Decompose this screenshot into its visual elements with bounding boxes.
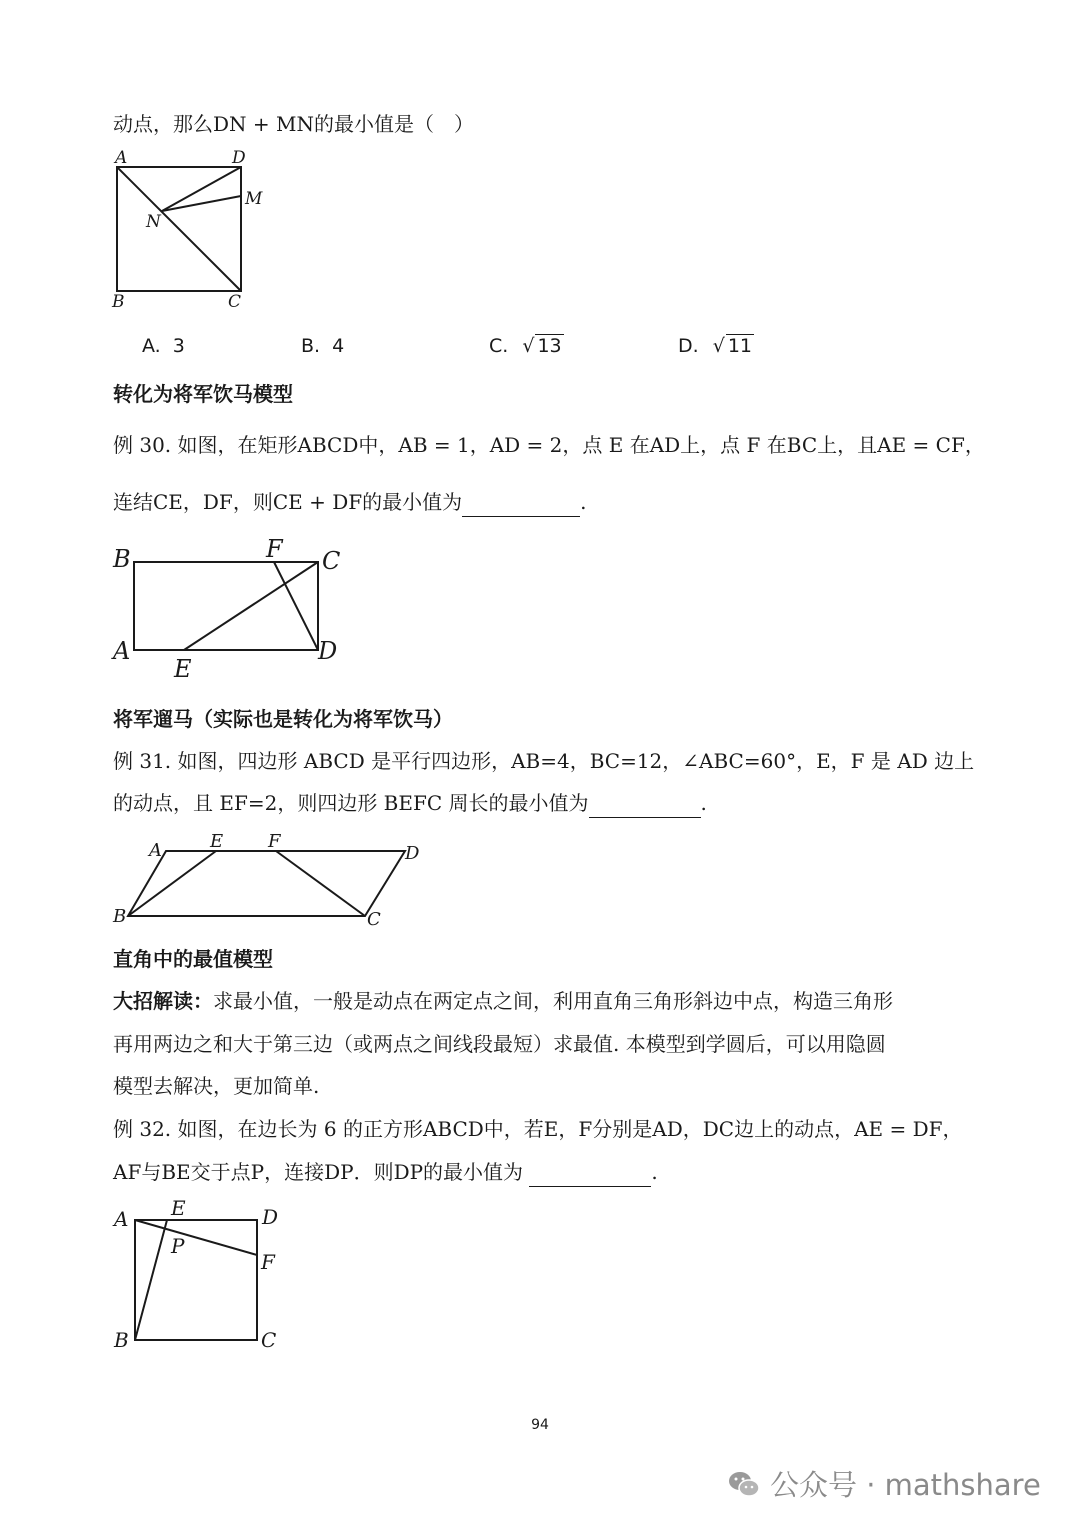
- ex31-label-a: A: [149, 840, 162, 861]
- option-letter: D.: [678, 335, 699, 357]
- ex30-label-d: D: [318, 637, 338, 665]
- ex32-label-d: D: [262, 1205, 279, 1229]
- page-number: 94: [531, 1417, 549, 1433]
- ex32-label-c: C: [261, 1328, 277, 1352]
- ex31-label-d: D: [405, 843, 420, 864]
- sqrt-icon: √: [712, 335, 725, 357]
- ex31-line2-text: 的动点，且 EF=2，则四边形 BEFC 周长的最小值为: [113, 791, 589, 815]
- ex30-label-e: E: [174, 655, 192, 683]
- ex32-label-b: B: [114, 1328, 129, 1352]
- ex32-segment-af: [135, 1220, 257, 1255]
- q29-label-a: A: [115, 148, 128, 168]
- tip-line2: 再用两边之和大于第三边（或两点之间线段最短）求最值. 本模型到学圆后，可以用隐圆: [113, 1032, 886, 1056]
- ex32-line2: [113, 1158, 658, 1187]
- option-value: 13: [537, 335, 562, 357]
- ex30-line1: 例 30. 如图，在矩形ABCD中，AB = 1，AD = 2，点 E 在AD上，点 F 在BC上，且AE = CF，: [113, 433, 985, 457]
- ex32-figure-square: [108, 1195, 308, 1355]
- ex31-label-c: C: [367, 909, 381, 930]
- ex31-line2: [113, 789, 707, 818]
- ex31-segment-be: [128, 851, 216, 916]
- option-value: 4: [332, 335, 345, 357]
- q29-label-n: N: [146, 212, 161, 232]
- q29-option-d: [678, 332, 754, 360]
- ex30-line2: [113, 488, 586, 517]
- ex31-segment-fc: [276, 851, 365, 916]
- ex30-label-f: F: [266, 535, 283, 563]
- ex30-label-c: C: [322, 547, 341, 575]
- q29-label-c: C: [228, 292, 242, 312]
- answer-blank: [462, 488, 580, 517]
- tip-line1: [113, 987, 893, 1015]
- ex30-segment-ce: [184, 562, 318, 650]
- q29-stem-end: 动点，那么DN + MN的最小值是（ ）: [113, 112, 474, 136]
- ex30-label-a: A: [113, 637, 131, 665]
- option-value: 11: [727, 335, 753, 357]
- ex32-label-a: A: [114, 1207, 129, 1231]
- wechat-icon: [726, 1466, 762, 1502]
- answer-blank: [589, 789, 701, 818]
- ex30-line2-end: .: [580, 490, 587, 514]
- ex32-label-f: F: [261, 1250, 275, 1274]
- ex31-figure-parallelogram: [108, 830, 438, 930]
- ex30-segment-df: [274, 562, 318, 650]
- ex31-label-f: F: [268, 831, 281, 852]
- ex32-line2-text: AF与BE交于点P，连接DP．则DP的最小值为: [113, 1160, 524, 1184]
- section-title-2: 将军遛马（实际也是转化为将军饮马）: [113, 707, 453, 731]
- tip-label: 大招解读：: [113, 989, 213, 1013]
- q29-option-b: [301, 332, 344, 360]
- tip-text: 求最小值，一般是动点在两定点之间，利用直角三角形斜边中点，构造三角形: [213, 989, 893, 1013]
- ex31-label-e: E: [210, 831, 224, 852]
- q29-label-b: B: [112, 292, 125, 312]
- q29-figure-square: [108, 145, 278, 315]
- section-title-3: 直角中的最值模型: [113, 947, 273, 971]
- ex31-parallelogram: [128, 851, 405, 916]
- ex32-line1: 例 32. 如图，在边长为 6 的正方形ABCD中，若E，F分别是AD，DC边上的动点，AE = DF，: [113, 1117, 963, 1141]
- ex32-segment-be: [135, 1220, 167, 1340]
- ex32-label-e: E: [171, 1196, 186, 1220]
- option-value: 3: [172, 335, 185, 357]
- ex31-label-b: B: [113, 906, 127, 927]
- q29-option-c: [489, 332, 564, 360]
- ex30-label-b: B: [113, 545, 131, 573]
- option-letter: A.: [142, 335, 161, 357]
- tip-line3: 模型去解决，更加简单.: [113, 1074, 320, 1098]
- answer-blank: [529, 1158, 651, 1187]
- ex30-rectangle: [134, 562, 318, 650]
- q29-diagonal-ac: [117, 167, 241, 291]
- ex31-line1: 例 31. 如图，四边形 ABCD 是平行四边形，AB=4，BC=12，∠ABC=60°，E，F 是 AD 边上: [113, 749, 975, 773]
- option-letter: B.: [301, 335, 321, 357]
- watermark: [726, 1463, 1041, 1504]
- sqrt-icon: √: [522, 335, 535, 357]
- section-title-1: 转化为将军饮马模型: [113, 382, 293, 406]
- q29-label-d: D: [232, 148, 246, 168]
- watermark-text: 公众号 · mathshare: [770, 1468, 1041, 1502]
- ex31-line2-end: .: [700, 791, 707, 815]
- q29-option-a: [142, 332, 185, 360]
- ex30-line2-text: 连结CE，DF，则CE + DF的最小值为: [113, 490, 463, 514]
- ex32-label-p: P: [171, 1234, 185, 1258]
- ex30-figure-rectangle: [108, 535, 358, 685]
- q29-label-m: M: [245, 189, 263, 209]
- option-letter: C.: [489, 335, 509, 357]
- ex32-line2-end: .: [651, 1160, 658, 1184]
